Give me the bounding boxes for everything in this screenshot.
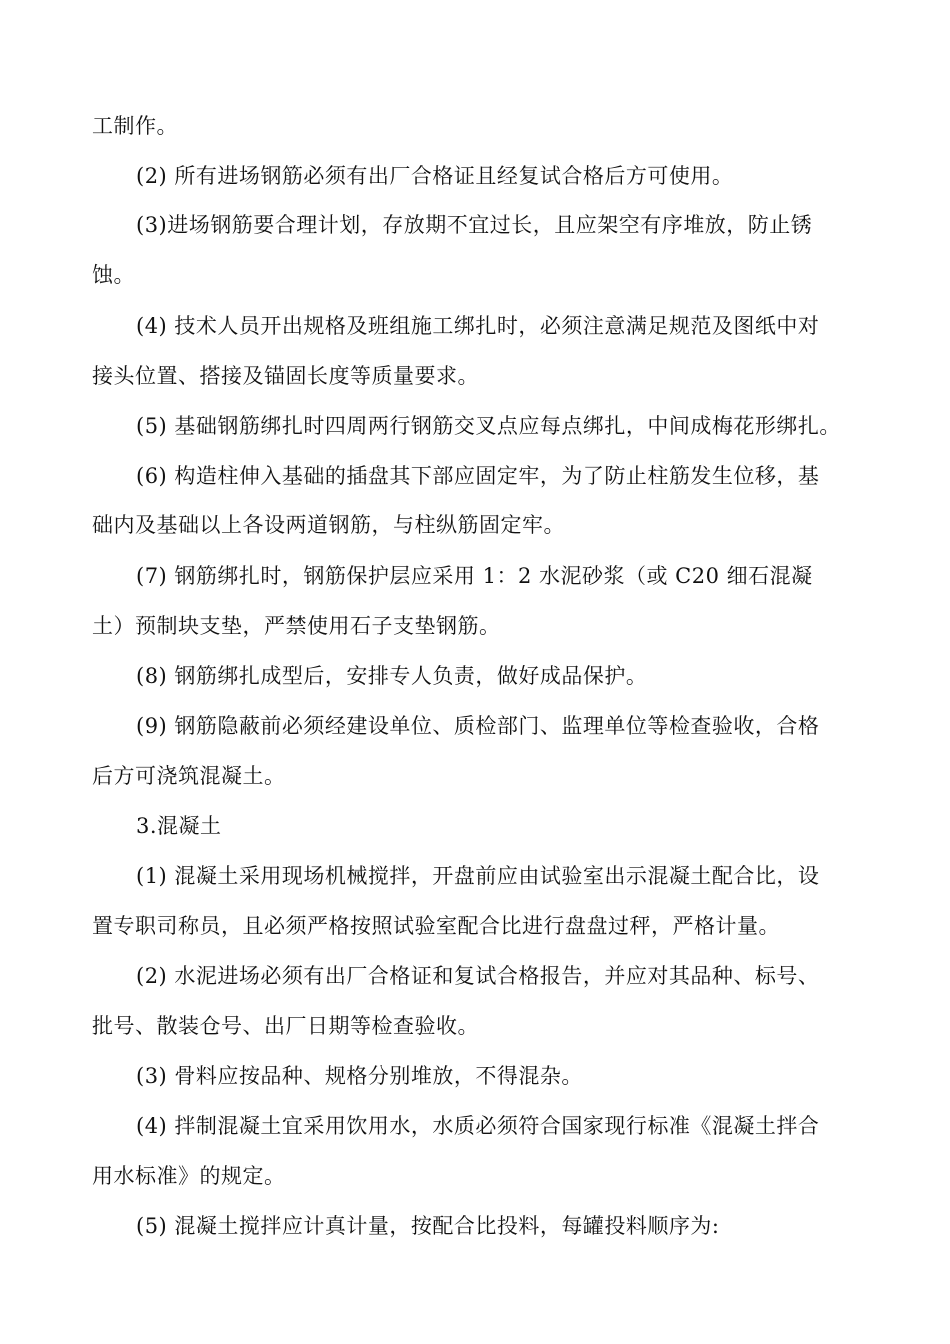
text-line-4: 蚀。 xyxy=(92,263,135,287)
text-line-12: (8) 钢筋绑扎成型后，安排专人负责，做好成品保护。 xyxy=(136,664,648,688)
text-line-13: (9) 钢筋隐蔽前必须经建设单位、质检部门、监理单位等检查验收，合格 xyxy=(136,714,820,738)
text-line-16: (1) 混凝土采用现场机械搅拌，开盘前应由试验室出示混凝土配合比，设 xyxy=(136,864,820,888)
text-line-20: (3) 骨料应按品种、规格分别堆放，不得混杂。 xyxy=(136,1064,583,1088)
text-line-19: 批号、散装仓号、出厂日期等检查验收。 xyxy=(92,1014,479,1038)
text-line-1: 工制作。 xyxy=(92,114,178,138)
text-line-3: (3)进场钢筋要合理计划，存放期不宜过长，且应架空有序堆放，防止锈 xyxy=(136,213,813,237)
text-line-6: 接头位置、搭接及锚固长度等质量要求。 xyxy=(92,364,479,388)
text-line-2: (2) 所有进场钢筋必须有出厂合格证且经复试合格后方可使用。 xyxy=(136,164,734,188)
text-line-18: (2) 水泥进场必须有出厂合格证和复试合格报告，并应对其品种、标号、 xyxy=(136,964,820,988)
text-line-5: (4) 技术人员开出规格及班组施工绑扎时，必须注意满足规范及图纸中对 xyxy=(136,314,820,338)
section-heading-concrete: 3.混凝土 xyxy=(136,814,222,838)
text-line-17: 置专职司称员，且必须严格按照试验室配合比进行盘盘过秤，严格计量。 xyxy=(92,914,780,938)
text-line-14: 后方可浇筑混凝土。 xyxy=(92,764,286,788)
text-line-22: 用水标准》的规定。 xyxy=(92,1164,286,1188)
text-line-9: 础内及基础以上各设两道钢筋，与柱纵筋固定牢。 xyxy=(92,513,565,537)
text-line-23: (5) 混凝土搅拌应计真计量，按配合比投料，每罐投料顺序为: xyxy=(136,1214,720,1238)
text-line-11: 土）预制块支垫，严禁使用石子支垫钢筋。 xyxy=(92,614,501,638)
text-line-8: (6) 构造柱伸入基础的插盘其下部应固定牢，为了防止柱筋发生位移，基 xyxy=(136,464,820,488)
text-line-21: (4) 拌制混凝土宜采用饮用水，水质必须符合国家现行标准《混凝土拌合 xyxy=(136,1114,820,1138)
text-line-7: (5) 基础钢筋绑扎时四周两行钢筋交叉点应每点绑扎，中间成梅花形绑扎。 xyxy=(136,414,841,438)
text-line-10: (7) 钢筋绑扎时，钢筋保护层应采用 1：2 水泥砂浆（或 C20 细石混凝 xyxy=(136,564,813,588)
